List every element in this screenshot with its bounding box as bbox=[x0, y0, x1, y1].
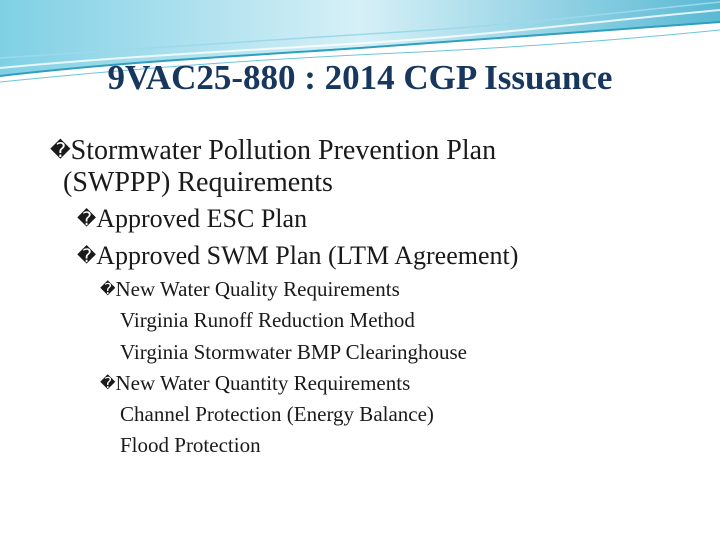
sub-bullet-line bbox=[77, 241, 518, 271]
bullet-line-continued bbox=[63, 167, 333, 199]
bullet-text: New Water Quantity Requirements bbox=[115, 371, 411, 395]
detail-line: Virginia Stormwater BMP Clearinghouse bbox=[120, 340, 467, 364]
bullet-text: Stormwater Pollution Prevention Plan bbox=[70, 135, 497, 166]
sub-sub-bullet-line bbox=[100, 371, 410, 396]
bullet-line bbox=[50, 135, 496, 167]
sub-sub-bullet-line bbox=[100, 277, 400, 302]
detail-line: Flood Protection bbox=[120, 433, 261, 457]
bullet-icon: � bbox=[77, 246, 97, 267]
bullet-text: Approved ESC Plan bbox=[96, 204, 308, 233]
bullet-icon: � bbox=[50, 138, 71, 162]
bullet-text: Approved SWM Plan (LTM Agreement) bbox=[96, 241, 519, 270]
bullet-text: (SWPPP) Requirements bbox=[63, 167, 333, 198]
detail-line: Virginia Runoff Reduction Method bbox=[120, 308, 415, 332]
bullet-icon: � bbox=[77, 209, 97, 230]
sub-bullet-line bbox=[77, 204, 307, 234]
bullet-icon: � bbox=[100, 280, 116, 298]
slide-title: 9VAC25-880 : 2014 CGP Issuance bbox=[107, 58, 613, 97]
bullet-text: New Water Quality Requirements bbox=[115, 277, 400, 301]
bullet-icon: � bbox=[100, 374, 116, 392]
detail-line: Channel Protection (Energy Balance) bbox=[120, 402, 434, 426]
